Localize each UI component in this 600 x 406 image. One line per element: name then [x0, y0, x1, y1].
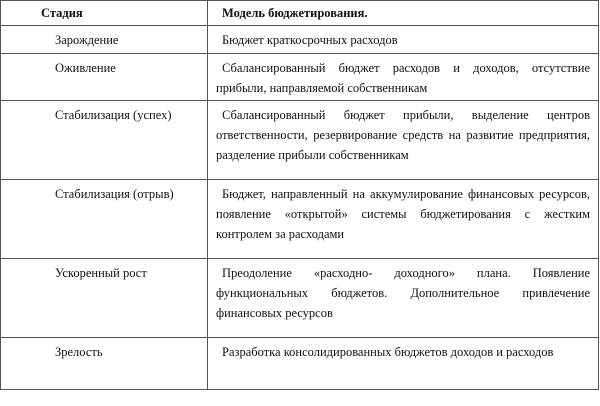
model-cell	[208, 338, 599, 390]
model-description: Преодоление «расходно- доходного» плана. Появление функциональных бюджетов. Дополнительное привлечение финансовых ресурсов	[216, 266, 590, 320]
stage-cell	[1, 54, 208, 101]
stage-cell	[1, 26, 208, 54]
table-row	[1, 180, 599, 259]
table-row	[1, 26, 599, 54]
stage-label: Стабилизация (отрыв)	[55, 187, 174, 201]
stage-label: Ускоренный рост	[55, 266, 147, 280]
model-cell	[208, 259, 599, 338]
model-description: Сбалансированный бюджет расходов и доходов, отсутствие прибыли, направляемой собственникам	[216, 61, 590, 95]
stage-cell	[1, 180, 208, 259]
header-stage-label: Стадия	[41, 6, 83, 20]
table-row	[1, 338, 599, 390]
header-model-label: Модель бюджетирования.	[222, 6, 368, 20]
stage-label: Оживление	[55, 61, 116, 75]
stage-cell	[1, 101, 208, 180]
model-cell	[208, 26, 599, 54]
model-description: Бюджет краткосрочных расходов	[222, 33, 398, 47]
model-description: Сбалансированный бюджет прибыли, выделение центров ответственности, резервирование средств на развитие предприятия, разделение прибыли собственникам	[216, 108, 590, 162]
model-description: Разработка консолидированных бюджетов доходов и расходов	[222, 345, 554, 359]
table-row	[1, 259, 599, 338]
model-cell	[208, 180, 599, 259]
model-description: Бюджет, направленный на аккумулирование финансовых ресурсов, появление «открытой» системы бюджетирования с жестким контролем за расходами	[216, 187, 590, 241]
stage-label: Стабилизация (успех)	[55, 108, 172, 122]
header-stage-cell	[1, 1, 208, 26]
stage-label: Зрелость	[55, 345, 103, 359]
stage-cell	[1, 338, 208, 390]
model-cell	[208, 101, 599, 180]
table-header-row	[1, 1, 599, 26]
header-model-cell	[208, 1, 599, 26]
table-row	[1, 54, 599, 101]
stage-label: Зарождение	[55, 33, 119, 47]
stage-cell	[1, 259, 208, 338]
table-row	[1, 101, 599, 180]
model-cell	[208, 54, 599, 101]
